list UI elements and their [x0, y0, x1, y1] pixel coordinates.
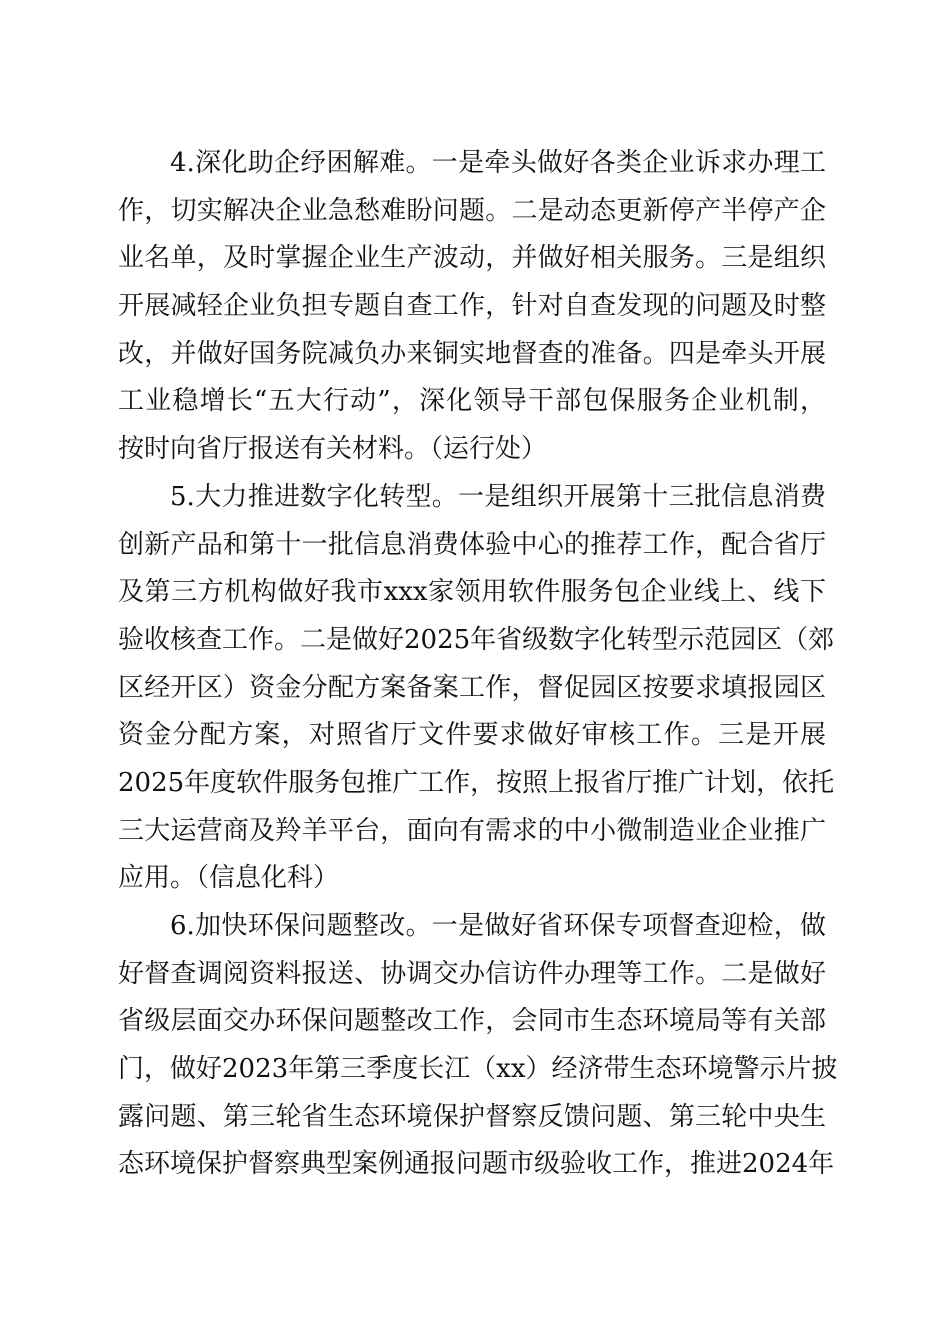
- text-line: 改，并做好国务院减负办来铜实地督查的准备。四是牵头开展: [118, 338, 826, 369]
- paragraph-first-line: 5.大力推进数字化转型。一是组织开展第十三批信息消费: [170, 481, 826, 512]
- text-line: 门，做好2023年第三季度长江（xx）经济带生态环境警示片披: [118, 1054, 838, 1085]
- text-line: 露问题、第三轮省生态环境保护督察反馈问题、第三轮中央生: [118, 1101, 826, 1132]
- text-line: 省级层面交办环保问题整改工作，会同市生态环境局等有关部: [118, 1006, 826, 1037]
- text-line: 好督查调阅资料报送、协调交办信访件办理等工作。二是做好: [118, 958, 826, 989]
- paragraph-first-line: 4.深化助企纾困解难。一是牵头做好各类企业诉求办理工: [170, 148, 826, 178]
- text-line: 开展减轻企业负担专题自查工作，针对自查发现的问题及时整: [118, 291, 826, 322]
- text-line: 创新产品和第十一批信息消费体验中心的推荐工作，配合省厅: [118, 529, 826, 560]
- text-line: 及第三方机构做好我市xxx家领用软件服务包企业线上、线下: [118, 577, 826, 608]
- text-line: 作，切实解决企业急愁难盼问题。二是动态更新停产半停产企: [118, 195, 826, 226]
- text-line: 按时向省厅报送有关材料。（运行处）: [118, 434, 548, 465]
- text-line: 资金分配方案，对照省厅文件要求做好审核工作。三是开展: [118, 720, 826, 751]
- paragraph-first-line: 6.加快环保问题整改。一是做好省环保专项督查迎检，做: [170, 911, 826, 941]
- text-line: 应用。（信息化科）: [118, 863, 340, 894]
- text-line: 区经开区）资金分配方案备案工作，督促园区按要求填报园区: [118, 672, 826, 703]
- text-line: 业名单，及时掌握企业生产波动，并做好相关服务。三是组织: [118, 243, 826, 274]
- text-line: 三大运营商及羚羊平台，面向有需求的中小微制造业企业推广: [118, 815, 826, 846]
- document-body: [118, 140, 838, 1189]
- text-line: 工业稳增长“五大行动”，深化领导干部包保服务企业机制，: [118, 386, 826, 417]
- text-line: 态环境保护督察典型案例通报问题市级验收工作，推进2024年: [118, 1149, 835, 1180]
- text-line: 2025年度软件服务包推广工作，按照上报省厅推广计划，依托: [118, 767, 835, 798]
- text-line: 验收核查工作。二是做好2025年省级数字化转型示范园区（郊: [118, 624, 835, 655]
